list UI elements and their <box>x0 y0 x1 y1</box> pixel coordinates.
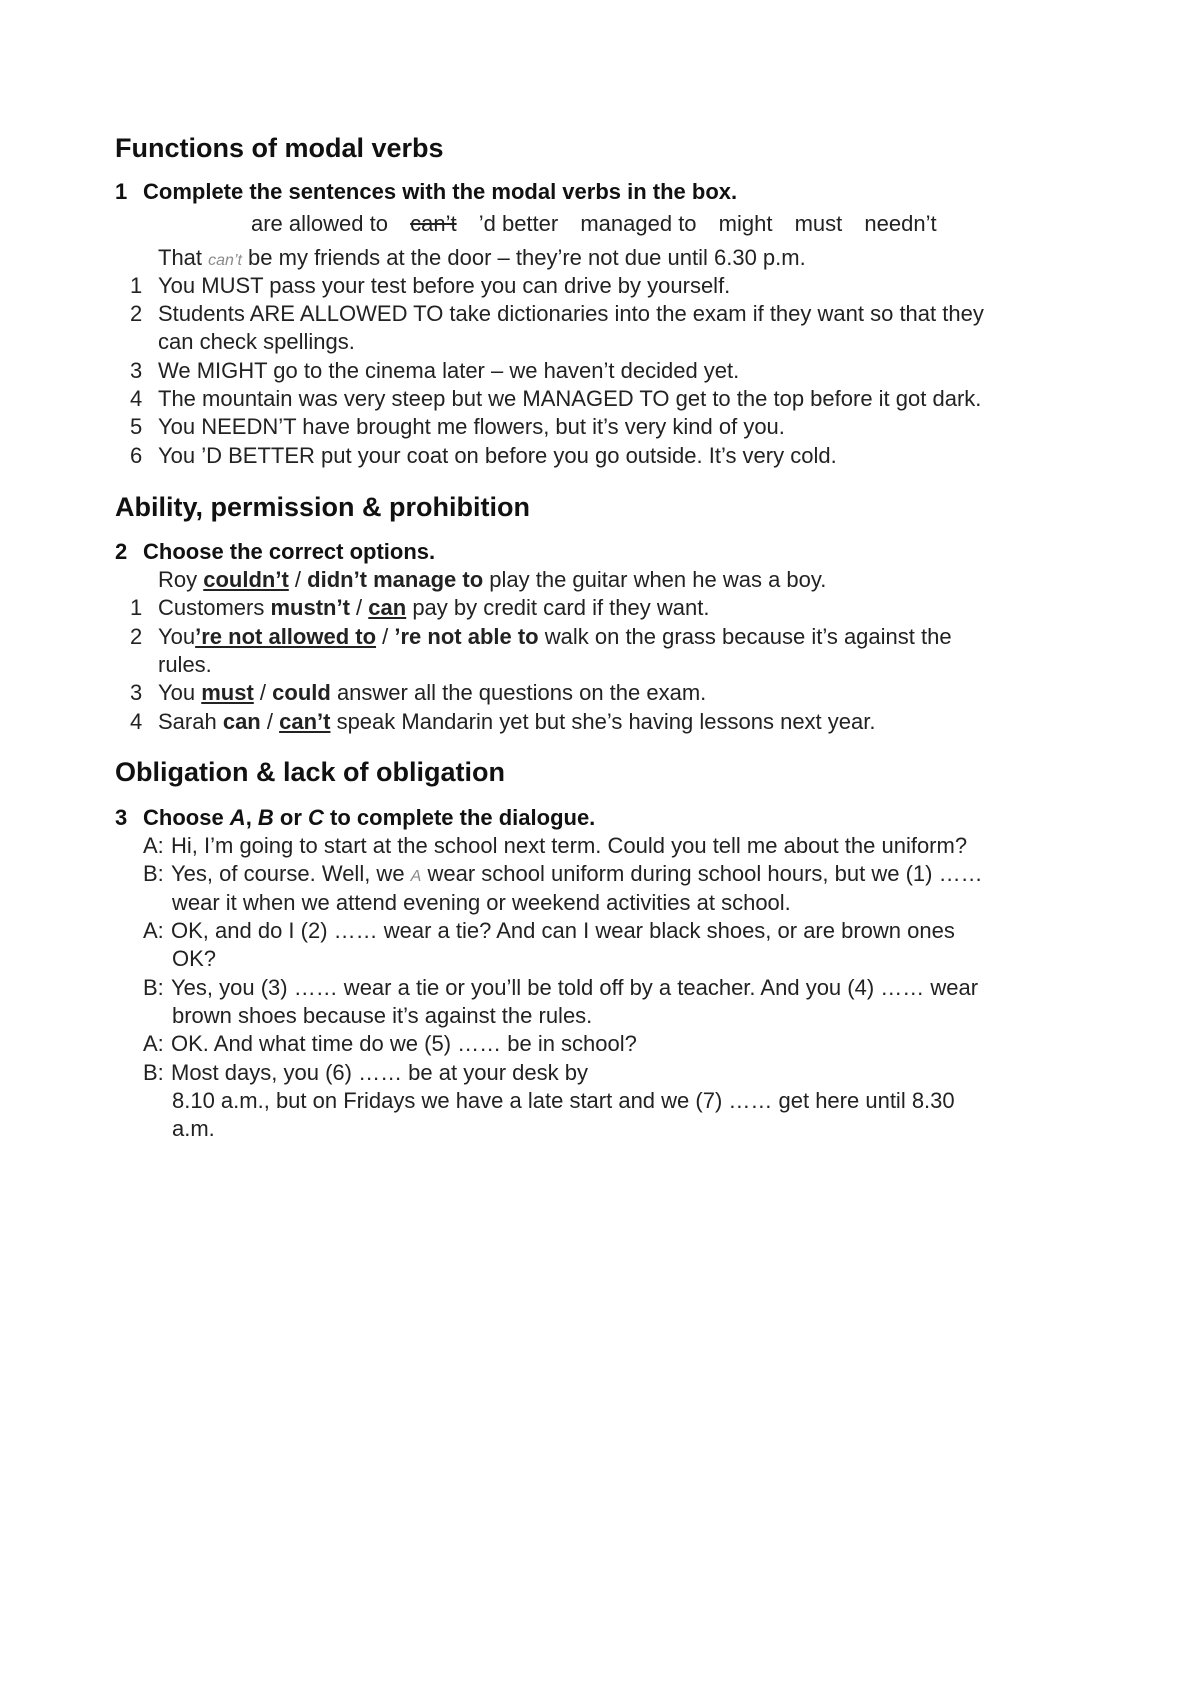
dialogue-text: Yes, you (3) …… wear a tie or you’ll be told off by a teacher. And you (4) …… wear <box>171 975 979 1000</box>
example-text: Roy <box>158 567 204 592</box>
item-number: 5 <box>130 414 143 439</box>
exercise-1-heading <box>115 179 737 205</box>
item-text: Students ARE ALLOWED TO take dictionaries into the exam if they want so that they <box>158 301 984 326</box>
dialogue-line-continued: brown shoes because it’s against the rules. <box>172 1003 593 1028</box>
speaker-label: B: <box>143 975 164 1000</box>
dialogue-text: wear school uniform during school hours, but we (1) …… <box>421 861 983 886</box>
item-number: 4 <box>130 386 143 411</box>
item-post: walk on the grass because it’s against the <box>538 624 952 649</box>
item-number: 2 <box>130 301 143 326</box>
item-text-continued: rules. <box>158 652 212 677</box>
box-word: must <box>794 211 843 236</box>
item-number: 6 <box>130 443 143 468</box>
speaker-label: A: <box>143 918 164 943</box>
exercise-instruction: , <box>245 805 258 830</box>
speaker-label: A: <box>143 1031 164 1056</box>
item-post: pay by credit card if they want. <box>406 595 710 620</box>
dialogue-line-continued: 8.10 a.m., but on Fridays we have a late start and we (7) …… get here until 8.30 <box>172 1088 955 1113</box>
dialogue-line-continued: a.m. <box>172 1116 215 1141</box>
option-separator: / <box>253 680 273 705</box>
exercise-3-heading <box>115 805 595 831</box>
item-text <box>158 680 706 706</box>
item-pre: Customers <box>158 595 271 620</box>
exercise-instruction: Choose the correct options. <box>143 539 436 564</box>
box-word: are allowed to <box>251 211 388 236</box>
dialogue-line-continued: wear it when we attend evening or weekend activities at school. <box>172 890 791 915</box>
option-letter: C <box>308 805 324 830</box>
exercise-instruction: Choose <box>143 805 230 830</box>
box-word: needn’t <box>864 211 937 236</box>
section-title-ability: Ability, permission & prohibition <box>115 492 531 522</box>
section-title-obligation: Obligation & lack of obligation <box>115 757 505 787</box>
item-text: You MUST pass your test before you can drive by yourself. <box>158 273 731 298</box>
item-number: 3 <box>130 358 143 383</box>
dialogue-text: OK, and do I (2) …… wear a tie? And can I wear black shoes, or are brown ones <box>171 918 955 943</box>
item-text-continued: can check spellings. <box>158 329 355 354</box>
item-post: answer all the questions on the exam. <box>330 680 707 705</box>
option-selected: must <box>201 680 254 705</box>
option: mustn’t <box>270 595 350 620</box>
item-pre: You <box>158 680 202 705</box>
option: can <box>222 709 261 734</box>
option: didn’t manage to <box>307 567 484 592</box>
item-text <box>158 709 875 735</box>
example-text: be my friends at the door – they’re not due until 6.30 p.m. <box>241 245 806 270</box>
dialogue-text: OK. And what time do we (5) …… be in school? <box>171 1031 637 1056</box>
example-text: play the guitar when he was a boy. <box>483 567 827 592</box>
option-letter: A <box>229 805 246 830</box>
option: could <box>272 680 331 705</box>
example-text: That <box>158 245 209 270</box>
dialogue-line <box>143 833 967 859</box>
item-post: speak Mandarin yet but she’s having lessons next year. <box>330 709 876 734</box>
dialogue-text: Most days, you (6) …… be at your desk by <box>171 1060 588 1085</box>
example-sentence <box>158 245 806 271</box>
option-selected: ’re not allowed to <box>195 624 377 649</box>
option-letter: B <box>257 805 274 830</box>
item-pre: Sarah <box>158 709 223 734</box>
item-number: 2 <box>130 624 143 649</box>
item-text: You NEEDN’T have brought me flowers, but it’s very kind of you. <box>158 414 785 439</box>
box-word: might <box>718 211 773 236</box>
dialogue-line-continued: OK? <box>172 946 217 971</box>
dialogue-line <box>143 975 978 1001</box>
item-text: The mountain was very steep but we MANAGED TO get to the top before it got dark. <box>158 386 982 411</box>
item-number: 1 <box>130 595 143 620</box>
option-selected: can <box>368 595 407 620</box>
exercise-number: 2 <box>115 539 128 564</box>
item-number: 4 <box>130 709 143 734</box>
dialogue-text: Hi, I’m going to start at the school next term. Could you tell me about the uniform? <box>171 833 968 858</box>
exercise-number: 3 <box>115 805 128 830</box>
dialogue-text: Yes, of course. Well, we <box>171 861 411 886</box>
example-sentence <box>158 567 826 593</box>
item-text <box>158 595 709 621</box>
speaker-label: B: <box>143 1060 164 1085</box>
exercise-instruction: to complete the dialogue. <box>323 805 596 830</box>
exercise-number: 1 <box>115 179 128 204</box>
option-separator: / <box>349 595 369 620</box>
word-box <box>251 211 953 237</box>
item-text: We MIGHT go to the cinema later – we haven’t decided yet. <box>158 358 740 383</box>
exercise-instruction: Complete the sentences with the modal verbs in the box. <box>143 179 738 204</box>
option: ’re not able to <box>394 624 539 649</box>
example-answer: can’t <box>208 252 242 269</box>
option-separator: / <box>376 624 395 649</box>
option-selected: couldn’t <box>203 567 289 592</box>
item-pre: You <box>158 624 196 649</box>
box-word: managed to <box>580 211 697 236</box>
dialogue-line <box>143 1031 637 1057</box>
option-selected: can’t <box>279 709 331 734</box>
exercise-instruction: or <box>273 805 309 830</box>
item-text <box>158 624 952 650</box>
speaker-label: B: <box>143 861 164 886</box>
dialogue-line <box>143 861 983 887</box>
option-separator: / <box>288 567 308 592</box>
option-separator: / <box>260 709 280 734</box>
exercise-2-heading <box>115 539 435 565</box>
item-number: 3 <box>130 680 143 705</box>
item-text: You ’D BETTER put your coat on before you go outside. It’s very cold. <box>158 443 837 468</box>
box-word-crossed: can’t <box>410 211 457 236</box>
dialogue-line <box>143 1060 588 1086</box>
example-answer: A <box>410 868 422 885</box>
speaker-label: A: <box>143 833 164 858</box>
section-title-functions: Functions of modal verbs <box>115 133 444 163</box>
dialogue-line <box>143 918 955 944</box>
item-number: 1 <box>130 273 143 298</box>
box-word: ’d better <box>478 211 559 236</box>
